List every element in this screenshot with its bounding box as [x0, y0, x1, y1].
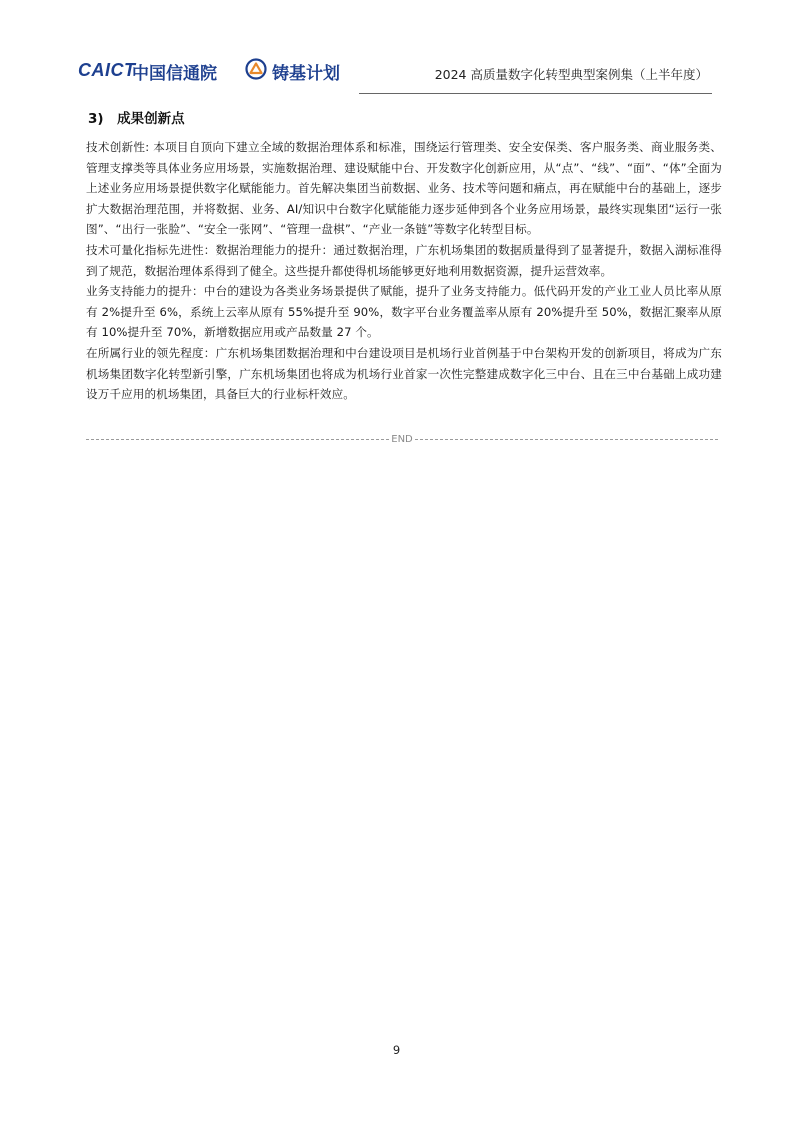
- section-heading: 3) 成果创新点: [88, 111, 185, 127]
- end-divider-line-left: [86, 439, 389, 440]
- header-divider: [359, 93, 712, 94]
- end-divider-line-right: [415, 439, 718, 440]
- paragraph-business-support: 业务支持能力的提升：中台的建设为各类业务场景提供了赋能，提升了业务支持能力。低代码开发的产业工业人员比率从原有 2%提升至 6%，系统上云率从原有 55%提升至 90%，数字平台业务覆盖率从原有 20%提升至 50%，数据汇聚率从原有 10%提升至 70%，新增数据应用或产品数量 27 个。: [86, 284, 722, 340]
- page-header: [78, 58, 714, 94]
- zhuji-logo-text: 铸基计划: [272, 64, 340, 84]
- caict-logo: CAICT: [78, 60, 136, 80]
- end-divider: [86, 431, 718, 447]
- body-text: [86, 137, 722, 405]
- caict-logo-cn: 中国信通院: [132, 64, 217, 84]
- paragraph-quantifiable-metrics: 技术可量化指标先进性：数据治理能力的提升：通过数据治理，广东机场集团的数据质量得到了显著提升，数据入湖标准得到了规范，数据治理体系得到了健全。这些提升都使得机场能够更好地利用数据资源，提升运营效率。: [86, 242, 722, 278]
- end-marker: END: [391, 433, 413, 445]
- zhuji-logo-icon: [245, 58, 267, 80]
- paragraph-technical-innovation: 技术创新性: 本项目自顶向下建立全域的数据治理体系和标准，围绕运行管理类、安全安保类、客户服务类、商业服务类、管理支撑类等具体业务应用场景，实施数据治理、建设赋能中台、开发数字化创新应用，从“点”、“线”、“面”、“体”全面为上述业务应用场景提供数字化赋能能力。首先解决集团当前数据、业务、技术等问题和痛点，再在赋能中台的基础上，逐步扩大数据治理范围，并将数据、业务、AI/知识中台数字化赋能能力逐步延伸到各个业务应用场景，最终实现集团“运行一张图”、“出行一张脸”、“安全一张网”、“管理一盘棋”、“产业一条链”等数字化转型目标。: [86, 140, 722, 237]
- paragraph-industry-leadership: 在所属行业的领先程度：广东机场集团数据治理和中台建设项目是机场行业首例基于中台架构开发的创新项目，将成为广东机场集团数字化转型新引擎，广东机场集团也将成为机场行业首家一次性完整建成数字化三中台、且在三中台基础上成功建设万千应用的机场集团，具备巨大的行业标杆效应。: [86, 345, 722, 402]
- page-number: 9: [392, 1043, 401, 1057]
- document-title: 2024 高质量数字化转型典型案例集（上半年度）: [434, 67, 708, 82]
